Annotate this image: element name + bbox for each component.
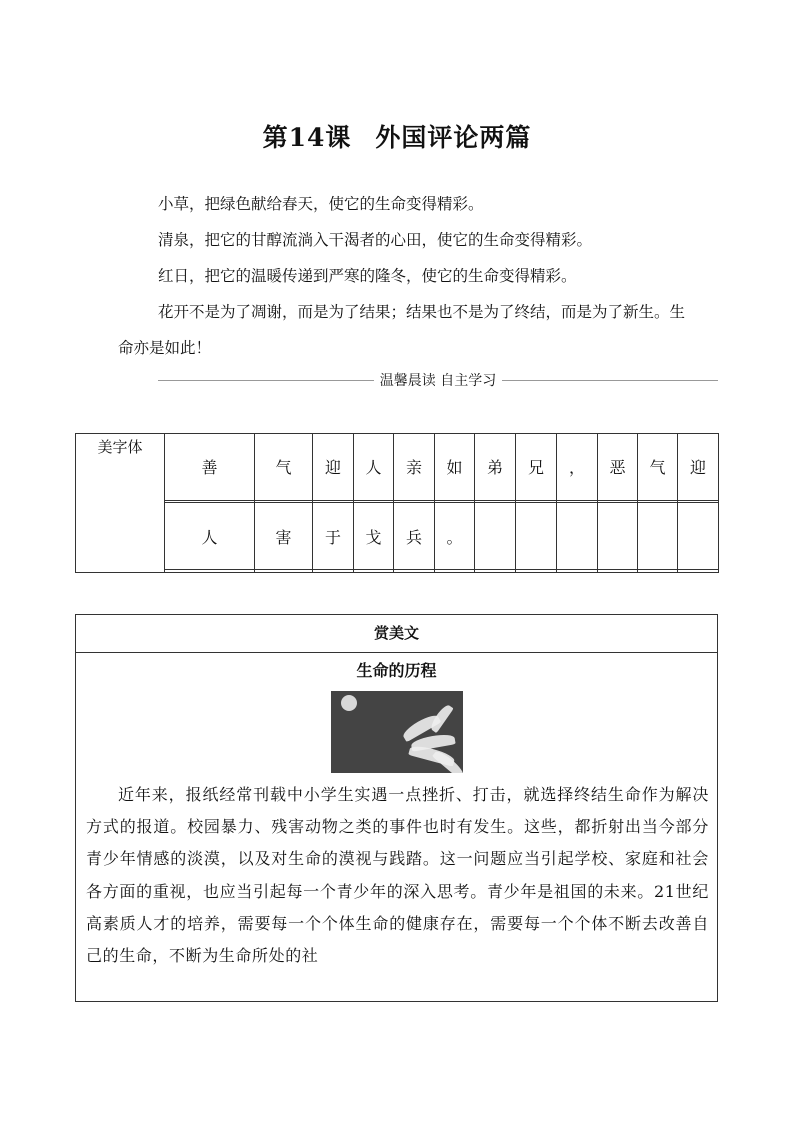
section-divider <box>158 368 718 392</box>
lesson-name: 外国评论两篇 <box>375 123 532 152</box>
char-cell: 人 <box>165 503 255 570</box>
char-cell: ， <box>557 434 598 501</box>
calligraphy-row <box>76 503 719 570</box>
intro-paragraph: 红日，把它的温暖传递到严寒的隆冬，使它的生命变得精彩。 <box>158 267 577 285</box>
char-cell: 害 <box>255 503 313 570</box>
intro-paragraph: 花开不是为了凋谢，而是为了结果；结果也不是为了终结，而是为了新生。生命亦是如此！ <box>118 303 686 357</box>
char-cell: 气 <box>255 434 313 501</box>
char-cell: 于 <box>313 503 354 570</box>
char-cell <box>638 503 678 570</box>
section-heading: 温馨晨读 自主学习 <box>379 373 497 389</box>
intro-passage <box>118 186 688 366</box>
char-cell: 善 <box>165 434 255 501</box>
char-cell: 兄 <box>516 434 557 501</box>
char-cell <box>516 503 557 570</box>
intro-paragraph: 小草，把绿色献给春天，使它的生命变得精彩。 <box>158 195 484 213</box>
char-cell <box>598 503 638 570</box>
practice-row <box>76 570 719 573</box>
char-cell: 迎 <box>313 434 354 501</box>
char-cell: 迎 <box>678 434 719 501</box>
calligraphy-label: 美字体 <box>76 434 165 573</box>
lesson-title <box>0 118 794 154</box>
reading-header: 赏美文 <box>76 615 717 653</box>
moon-shape <box>341 695 357 711</box>
divider-line <box>502 380 718 381</box>
essay-paragraph: 近年来，报纸经常刊载中小学生实遇一点挫折、打击，就选择终结生命作为解决方式的报道。校园暴力、残害动物之类的事件也时有发生。这些，都折射出当今部分青少年情感的淡漠，以及对生命的漠视与践踏。这一问题应当引起学校、家庭和社会各方面的重视，也应当引起每一个青少年的深入思考。青少年是祖国的未来。21世纪高素质人才的培养，需要每一个个体生命的健康存在，需要每一个个体不断去改善自己的生命，不断为生命所处的社 <box>86 785 709 966</box>
char-cell <box>557 503 598 570</box>
char-cell: 戈 <box>354 503 394 570</box>
char-cell <box>678 503 719 570</box>
char-cell: 人 <box>354 434 394 501</box>
char-cell: 弟 <box>475 434 516 501</box>
essay-title: 生命的历程 <box>356 661 437 680</box>
intro-paragraph: 清泉，把它的甘醇流淌入干渴者的心田，使它的生命变得精彩。 <box>158 231 593 249</box>
char-cell <box>475 503 516 570</box>
char-cell: 如 <box>435 434 475 501</box>
char-cell: 恶 <box>598 434 638 501</box>
char-cell: 气 <box>638 434 678 501</box>
char-cell: 兵 <box>394 503 435 570</box>
lesson-number: 第14课 <box>262 123 352 152</box>
char-cell: 。 <box>435 503 475 570</box>
calligraphy-row <box>76 434 719 501</box>
sunflower-moon-photo <box>331 691 463 773</box>
char-cell: 亲 <box>394 434 435 501</box>
reading-box <box>75 614 718 1002</box>
calligraphy-table <box>75 433 719 573</box>
divider-line <box>158 380 374 381</box>
